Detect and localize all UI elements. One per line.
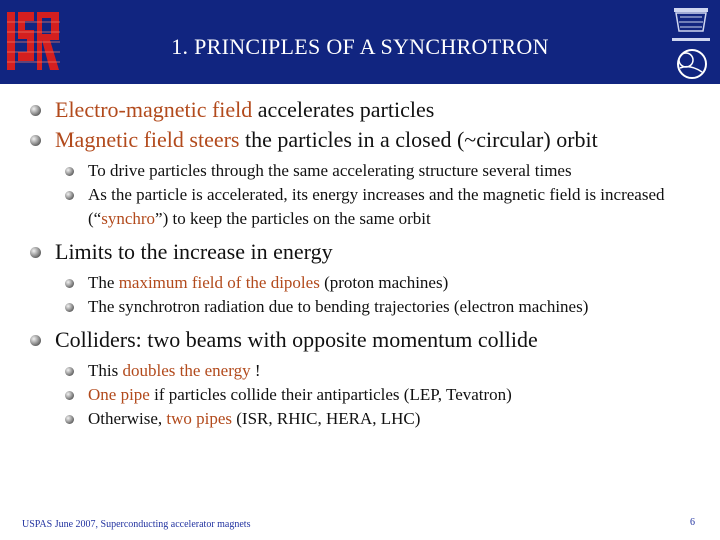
bullet-icon	[30, 335, 41, 346]
sub-bullet-item	[0, 383, 720, 407]
bullet-text-highlight: Electro-magnetic field	[55, 97, 253, 122]
bullet-item	[0, 237, 720, 267]
bullet-text-highlight: synchro	[101, 209, 156, 228]
bullet-text: The synchrotron radiation due to bending trajectories (electron machines)	[88, 297, 589, 316]
bullet-text: This	[88, 361, 123, 380]
bullet-icon	[30, 135, 41, 146]
bullet-text-highlight: One pipe	[88, 385, 150, 404]
bullet-text: ”) to keep the particles on the same orbit	[155, 209, 431, 228]
sub-bullet-icon	[65, 167, 74, 176]
sub-bullet-item	[0, 159, 720, 183]
page-number: 6	[690, 517, 695, 528]
cern-logo-icon	[666, 2, 716, 82]
bullet-item	[0, 325, 720, 355]
sub-bullet-icon	[65, 367, 74, 376]
bullet-text: !	[250, 361, 261, 380]
sub-bullet-icon	[65, 415, 74, 424]
footer-text: USPAS June 2007, Superconducting accelerator magnets	[22, 519, 251, 530]
slide-header	[0, 0, 720, 84]
bullet-text-highlight: Magnetic field steers	[55, 127, 240, 152]
bullet-text-highlight: doubles the energy	[122, 361, 251, 380]
bullet-text: Otherwise,	[88, 409, 167, 428]
bullet-text-highlight: maximum field of the dipoles	[118, 273, 320, 292]
bullet-text: As the particle is accelerated, its energy increases and the magnetic field is increased (“	[88, 185, 665, 228]
bullet-text: The	[88, 273, 119, 292]
bullet-text-highlight: two pipes	[166, 409, 233, 428]
sub-bullet-item	[0, 183, 720, 231]
sub-bullet-icon	[65, 279, 74, 288]
sub-bullet-item	[0, 271, 720, 295]
bullet-text: the particles in a closed (~circular) orbit	[239, 127, 598, 152]
bullet-item	[0, 95, 720, 125]
bullet-icon	[30, 247, 41, 258]
bullet-text: if particles collide their antiparticles (LEP, Tevatron)	[149, 385, 512, 404]
sub-bullet-item	[0, 359, 720, 383]
slide-title: 1. PRINCIPLES OF A SYNCHROTRON	[171, 34, 549, 59]
bullet-text: Colliders: two beams with opposite momentum collide	[55, 327, 538, 352]
bullet-icon	[30, 105, 41, 116]
bullet-text: To drive particles through the same accelerating structure several times	[88, 161, 572, 180]
sub-bullet-item	[0, 407, 720, 431]
sub-bullet-icon	[65, 191, 74, 200]
bullet-text: (proton machines)	[319, 273, 449, 292]
bullet-text: Limits to the increase in energy	[55, 239, 333, 264]
bullet-text: (ISR, RHIC, HERA, LHC)	[232, 409, 421, 428]
sub-bullet-icon	[65, 391, 74, 400]
slide-body	[0, 95, 720, 431]
bullet-item	[0, 125, 720, 155]
bullet-text: accelerates particles	[252, 97, 435, 122]
sub-bullet-icon	[65, 303, 74, 312]
sub-bullet-item	[0, 295, 720, 319]
